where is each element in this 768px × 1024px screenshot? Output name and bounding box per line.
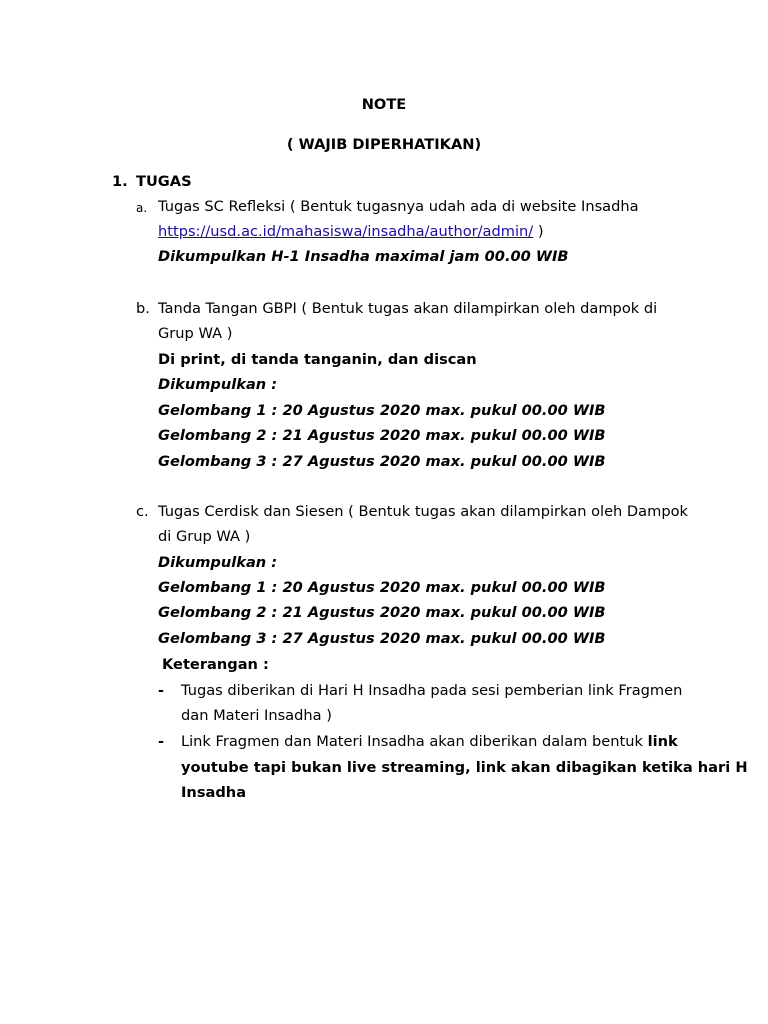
note-1-line1: Tugas diberikan di Hari H Insadha pada sesi pemberian link Fragmen <box>181 682 683 699</box>
section-number: 1. <box>112 173 128 190</box>
note-2-line2: youtube tapi bukan live streaming, link akan dibagikan ketika hari H <box>181 759 748 776</box>
item-c-marker: c. <box>136 503 149 520</box>
section-heading: TUGAS <box>136 173 192 190</box>
item-b-collected-label: Dikumpulkan : <box>158 376 278 393</box>
item-b-wave-3: Gelombang 3 : 27 Agustus 2020 max. pukul 00.00 WIB <box>158 453 606 470</box>
item-a-deadline: Dikumpulkan H-1 Insadha maximal jam 00.00 WIB <box>158 248 569 265</box>
item-c-notes-label: Keterangan : <box>162 656 269 673</box>
item-a-text: Tugas SC Refleksi ( Bentuk tugasnya udah ada di website Insadha <box>158 198 639 215</box>
note-2-line1-normal: Link Fragmen dan Materi Insadha akan diberikan dalam bentuk <box>181 733 648 750</box>
page-subtitle: ( WAJIB DIPERHATIKAN) <box>286 136 482 153</box>
item-a-link-line <box>158 222 544 242</box>
item-b-marker: b. <box>136 300 150 317</box>
item-b-wave-1: Gelombang 1 : 20 Agustus 2020 max. pukul 00.00 WIB <box>158 402 606 419</box>
note-2-bullet: - <box>158 733 165 750</box>
item-b-instruction: Di print, di tanda tanganin, dan discan <box>158 351 477 368</box>
item-c-line2: di Grup WA ) <box>158 528 251 545</box>
item-b-line2: Grup WA ) <box>158 325 233 342</box>
note-2-line1-bold: link <box>647 733 678 750</box>
item-c-wave-2: Gelombang 2 : 21 Agustus 2020 max. pukul 00.00 WIB <box>158 604 606 621</box>
item-c-collected-label: Dikumpulkan : <box>158 554 278 571</box>
page-title: NOTE <box>361 96 407 113</box>
note-1-line2: dan Materi Insadha ) <box>181 707 332 724</box>
item-c-line1: Tugas Cerdisk dan Siesen ( Bentuk tugas akan dilampirkan oleh Dampok <box>158 503 688 520</box>
item-a-marker: a. <box>136 201 148 215</box>
insadha-website-link[interactable]: https://usd.ac.id/mahasiswa/insadha/author/admin/ <box>158 223 534 240</box>
note-1-bullet: - <box>158 682 165 699</box>
note-2-line1 <box>181 732 678 752</box>
item-c-wave-3: Gelombang 3 : 27 Agustus 2020 max. pukul 00.00 WIB <box>158 630 606 647</box>
item-b-line1: Tanda Tangan GBPI ( Bentuk tugas akan dilampirkan oleh dampok di <box>158 300 658 317</box>
item-c-wave-1: Gelombang 1 : 20 Agustus 2020 max. pukul 00.00 WIB <box>158 579 606 596</box>
item-b-wave-2: Gelombang 2 : 21 Agustus 2020 max. pukul 00.00 WIB <box>158 427 606 444</box>
item-a-link-close: ) <box>533 223 544 240</box>
note-2-line3: Insadha <box>181 784 247 801</box>
